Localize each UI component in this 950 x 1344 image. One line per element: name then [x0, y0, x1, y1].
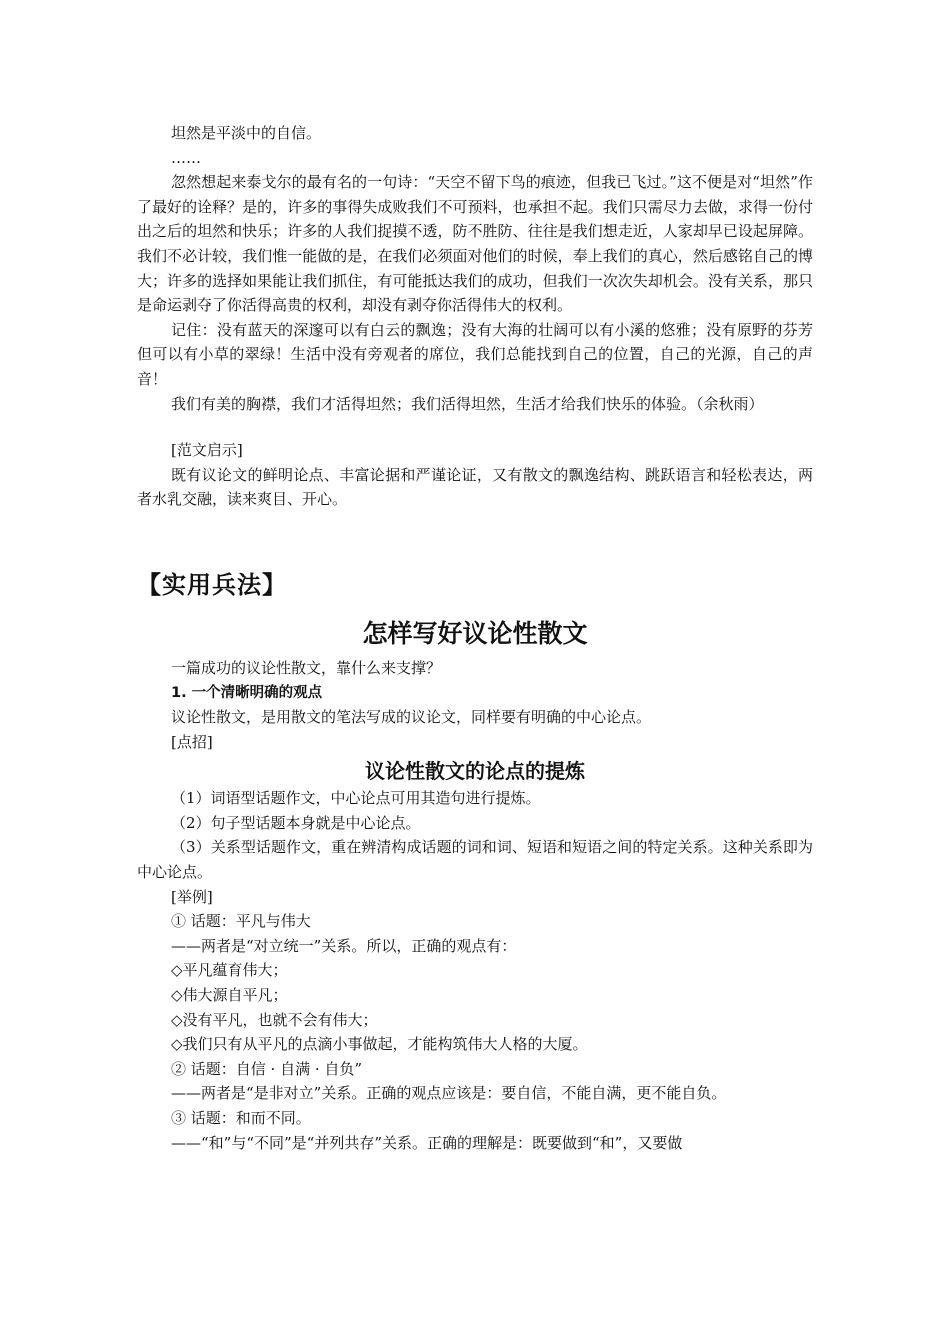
document-body — [137, 121, 813, 1155]
main-title: 怎样写好议论性散文 — [362, 618, 588, 648]
example-line: ——两者是“是非对立”关系。正确的观点应该是：要自信，不能自满，更不能自负。 — [171, 1084, 727, 1103]
spacer — [137, 512, 813, 568]
spacer — [137, 416, 813, 438]
example-line: ——两者是“对立统一”关系。所以，正确的观点有： — [171, 936, 517, 955]
example-line: ◇我们只有从平凡的点滴小事做起，才能构筑伟大人格的大厦。 — [171, 1035, 588, 1054]
example-line: ① 话题：平凡与伟大 — [171, 912, 311, 931]
intro-text: 一篇成功的议论性散文，靠什么来支撑？ — [171, 658, 442, 677]
tip-item: （2）句子型话题本身就是中心论点。 — [171, 813, 421, 832]
point1-text: 议论性散文，是用散文的笔法写成的议论文，同样要有明确的中心论点。 — [171, 708, 652, 727]
sub-title: 议论性散文的论点的提炼 — [365, 759, 585, 784]
essay-ellipsis: …… — [171, 148, 201, 167]
inspiration-label: [范文启示] — [171, 441, 243, 460]
tip-item: （1）词语型话题作文，中心论点可用其造句进行提炼。 — [171, 789, 541, 808]
point1-heading: 1. 一个清晰明确的观点 — [171, 684, 323, 701]
example-line: ◇伟大源自平凡； — [171, 986, 288, 1005]
inspiration-text: 既有议论文的鲜明论点、丰富论据和严谨论证，又有散文的飘逸结构、跳跃语言和轻松表达，两者水乳交融，读来爽目、开心。 — [137, 465, 813, 509]
example-line: ◇平凡蕴育伟大； — [171, 961, 288, 980]
tip-item: （3）关系型话题作文，重在辨清构成话题的词和词、短语和短语之间的特定关系。这种关系即为中心论点。 — [137, 838, 813, 882]
example-line: ◇没有平凡，也就不会有伟大； — [171, 1010, 378, 1029]
example-line: ——“和”与“不同”是“并列共存”关系。正确的理解是：既要做到“和”，又要做 — [171, 1133, 683, 1152]
tip-label: [点招] — [171, 732, 213, 751]
essay-paragraph-3: 记住：没有蓝天的深邃可以有白云的飘逸；没有大海的壮阔可以有小溪的悠雅；没有原野的芬芳但可以有小草的翠绿！生活中没有旁观者的席位，我们总能找到自己的位置，自己的光源，自己的声音！ — [137, 320, 813, 388]
section-title: 【实用兵法】 — [137, 570, 287, 599]
example-line: ③ 话题：和而不同。 — [171, 1109, 311, 1127]
essay-paragraph-2: 忽然想起来泰戈尔的最有名的一句诗：“天空不留下鸟的痕迹，但我已飞过。”这不便是对“坦然”作了最好的诠释？是的，许多的事得失成败我们不可预料，也承担不起。我们只需尽力去做，求得一份付出之后的坦然和快乐；许多的人我们捉摸不透，防不胜防、往往是我们想走近，人家却早已设起屏障。我们不必计较，我们惟一能做的是，在我们必须面对他们的时候，奉上我们的真心，然后感铭自己的博大；许多的选择如果能让我们抓住，有可能抵达我们的成功，但我们一次次失却机会。没有关系，那只是命运剥夺了你活得高贵的权利，却没有剥夺你活得伟大的权利。 — [137, 173, 813, 315]
example-label: [举例] — [171, 887, 213, 906]
essay-paragraph-4: 我们有美的胸襟，我们才活得坦然；我们活得坦然，生活才给我们快乐的体验。（余秋雨） — [171, 394, 764, 413]
example-line: ② 话题：自信 · 自满 · 自负” — [171, 1059, 363, 1078]
essay-paragraph-1: 坦然是平淡中的自信。 — [171, 124, 322, 142]
